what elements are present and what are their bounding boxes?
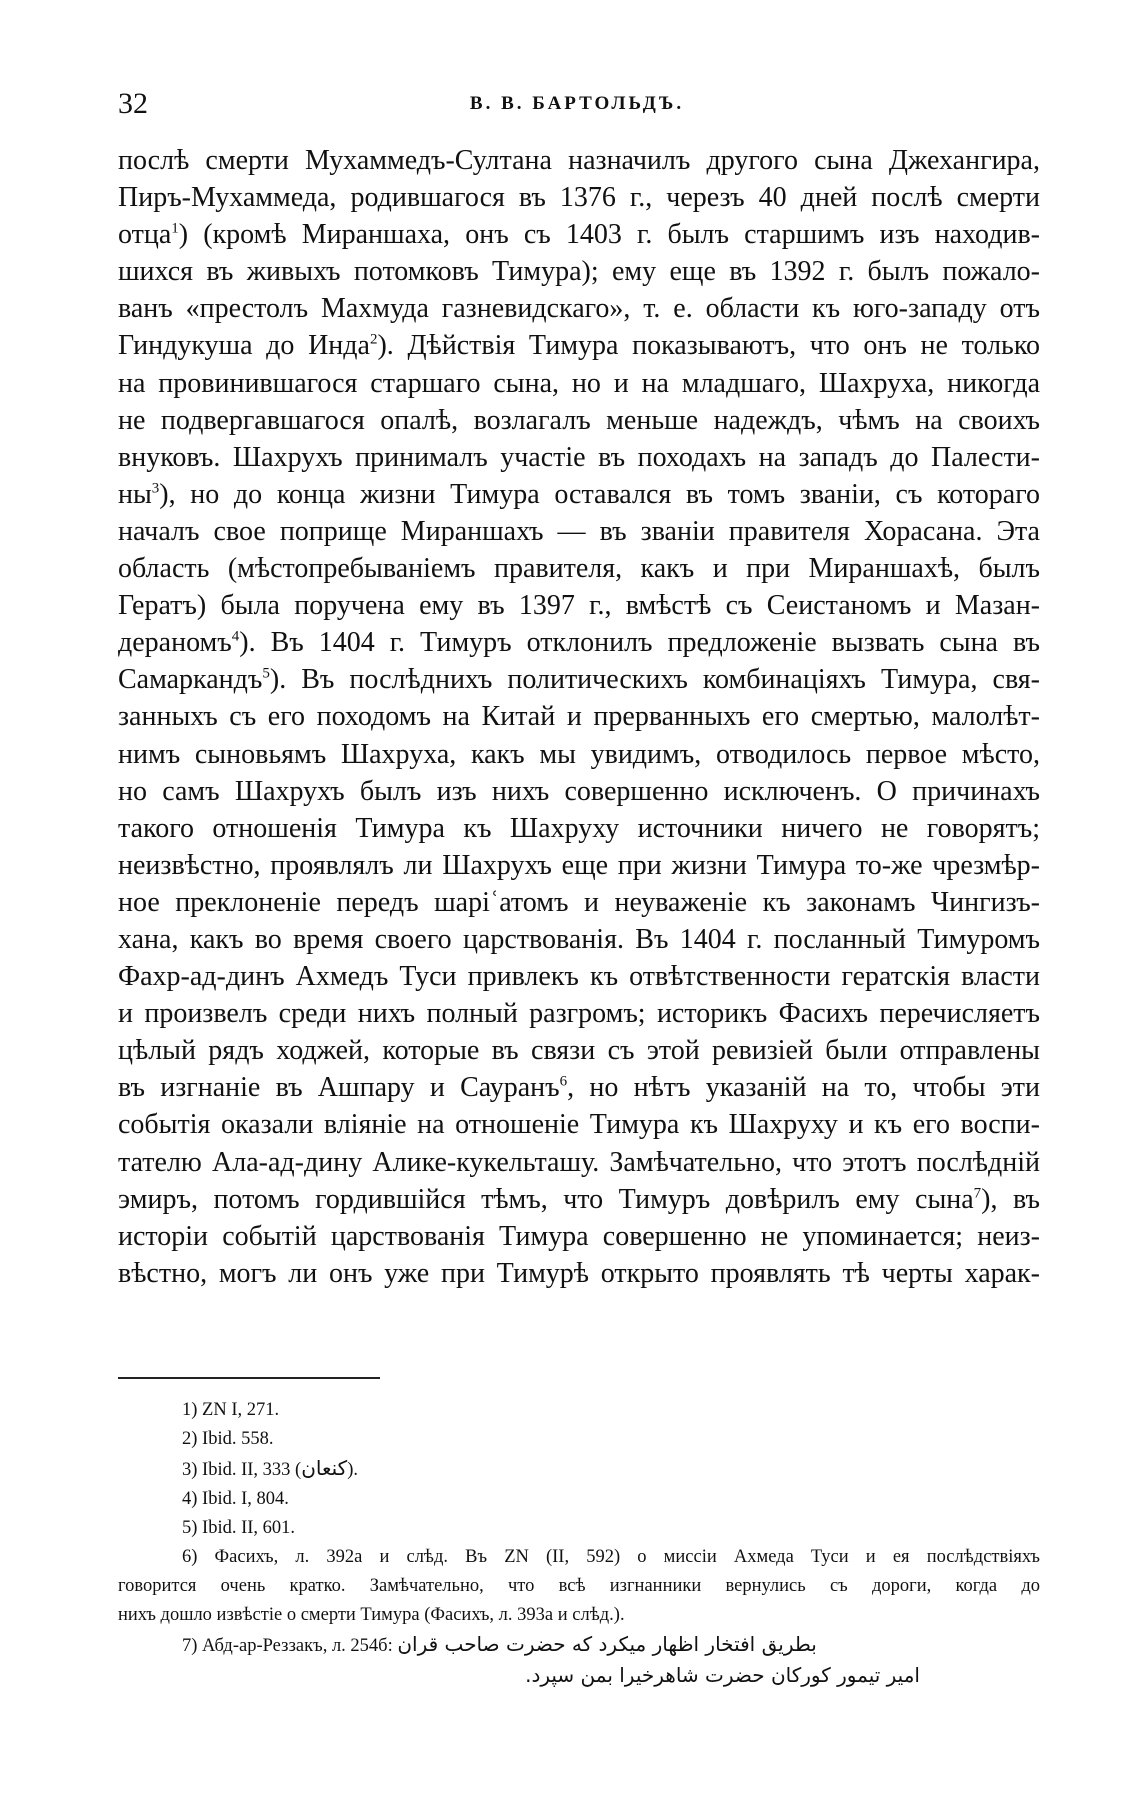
footnote-4: 4) Ibid. I, 804. bbox=[182, 1489, 289, 1509]
text-line: исторіи событій царствованія Тимура совершенно не упоминается; неиз- bbox=[118, 1220, 1040, 1252]
footnote-2: 2) Ibid. 558. bbox=[182, 1429, 274, 1449]
running-title: В. В. БАРТОЛЬДЪ. bbox=[469, 93, 685, 114]
footnote-divider bbox=[118, 1377, 380, 1379]
text-line: Пиръ-Мухаммеда, родившагося въ 1376 г., черезъ 40 дней послѣ смерти bbox=[118, 182, 1040, 214]
footnote-ref: 7 bbox=[973, 1185, 982, 1202]
text-line: отца$^1$) (кромѣ Мираншаха, онъ съ 1403 г. былъ старшимъ изъ находив- bbox=[118, 219, 1040, 251]
text-line: Гератъ) была поручена ему въ 1397 г., вмѣстѣ съ Сеистаномъ и Мазан- bbox=[118, 590, 1040, 622]
main-text bbox=[118, 142, 1040, 1292]
footnote-ref: 4 bbox=[231, 628, 240, 645]
footnote-7-cont bbox=[118, 1661, 1040, 1692]
arabic-text: امير تيمور كوركان حضرت شاهرخيرا بمن سپرد. bbox=[525, 1663, 920, 1687]
text-line: Гиндукуша до Инда$^2$). Дѣйствія Тимура показываютъ, что онъ не только bbox=[118, 330, 1040, 362]
footnotes bbox=[118, 1396, 1040, 1692]
text-line: въ изгнаніе въ Ашпару и Сауранъ$^6$, но нѣтъ указаній на то, чтобы эти bbox=[118, 1072, 1040, 1104]
footnote-6-cont: говорится очень кратко. Замѣчательно, что всѣ изгнанники вернулись съ дороги, когда до bbox=[118, 1576, 1040, 1596]
footnote-7: 7) Абд-ар-Реззакъ, л. 254б: بطريق افتخار اظهار ميكرد كه حضرت صاحب قران bbox=[182, 1632, 817, 1656]
footnote-ref: 6 bbox=[559, 1074, 568, 1091]
text-line: но самъ Шахрухъ былъ изъ нихъ совершенно исключенъ. О причинахъ bbox=[118, 775, 1040, 807]
text-line: тателю Ала-ад-дину Алике-кукельташу. Замѣчательно, что этотъ послѣдній bbox=[118, 1146, 1040, 1178]
text-line: не подвергавшагося опалѣ, возлагалъ меньше надеждъ, чѣмъ на своихъ bbox=[118, 404, 1040, 436]
running-head bbox=[118, 86, 1036, 126]
text-line: событія оказали вліяніе на отношеніе Тимура къ Шахруху и къ его воспи- bbox=[118, 1109, 1040, 1141]
text-line: занныхъ съ его походомъ на Китай и прерванныхъ его смертью, малолѣт- bbox=[118, 701, 1040, 733]
footnote-3: 3) Ibid. II, 333 (كنعان). bbox=[182, 1456, 358, 1480]
text-line: цѣлый рядъ ходжей, которые въ связи съ этой ревизіей были отправлены bbox=[118, 1035, 1040, 1067]
footnote-5: 5) Ibid. II, 601. bbox=[182, 1518, 296, 1538]
footnote-1: 1) ZN I, 271. bbox=[182, 1400, 280, 1420]
text-line: на провинившагося старшаго сына, но и на младшаго, Шахруха, никогда bbox=[118, 367, 1040, 399]
text-line: нимъ сыновьямъ Шахруха, какъ мы увидимъ, отводилось первое мѣсто, bbox=[118, 738, 1040, 770]
text-line: шихся въ живыхъ потомковъ Тимура); ему еще въ 1392 г. былъ пожало- bbox=[118, 256, 1040, 288]
text-line: послѣ смерти Мухаммедъ-Султана назначилъ другого сына Джехангира, bbox=[118, 145, 1040, 176]
text-line: Самаркандъ$^5$). Въ послѣднихъ политическихъ комбинаціяхъ Тимура, свя- bbox=[118, 664, 1040, 696]
text-line: $ны^3$), но до конца жизни Тимура оставался въ томъ званіи, съ котораго bbox=[118, 478, 1040, 510]
text-line: ванъ «престолъ Махмуда газневидскаго», т. е. области къ юго-западу отъ bbox=[118, 293, 1040, 325]
text-line: внуковъ. Шахрухъ принималъ участіе въ походахъ на западъ до Палести- bbox=[118, 441, 1040, 473]
footnote-ref: 5 bbox=[262, 665, 270, 682]
text-line: хана, какъ во время своего царствованія. Въ 1404 г. посланный Тимуромъ bbox=[118, 923, 1040, 955]
text-line: Фахр-ад-динъ Ахмедъ Туси привлекъ къ отвѣтственности гератскія власти bbox=[118, 961, 1040, 993]
arabic-text: كنعان bbox=[301, 1456, 348, 1480]
footnote-ref: 1 bbox=[171, 220, 179, 237]
footnote-ref: 3 bbox=[151, 480, 160, 497]
text-line: вѣстно, могъ ли онъ уже при Тимурѣ открыто проявлять тѣ черты харак- bbox=[118, 1257, 1040, 1289]
text-line: и произвелъ среди нихъ полный разгромъ; историкъ Фасихъ перечисляетъ bbox=[118, 998, 1040, 1030]
text-line: такого отношенія Тимура къ Шахруху источники ничего не говорятъ; bbox=[118, 812, 1040, 844]
text-line: дераномъ$^4$). Въ 1404 г. Тимуръ отклонилъ предложеніе вызвать сына въ bbox=[118, 627, 1040, 659]
footnote-6-cont: нихъ дошло извѣстіе о смерти Тимура (Фасихъ, л. 393а и слѣд.). bbox=[118, 1605, 625, 1625]
page-number: 32 bbox=[118, 87, 148, 120]
footnote-6: 6) Фасихъ, л. 392а и слѣд. Въ ZN (II, 592) о миссіи Ахмеда Туси и ея послѣдствіяхъ bbox=[182, 1547, 1040, 1567]
arabic-text: بطريق افتخار اظهار ميكرد كه حضرت صاحب قران bbox=[397, 1632, 817, 1656]
text-line: неизвѣстно, проявлялъ ли Шахрухъ еще при жизни Тимура то-же чрезмѣр- bbox=[118, 849, 1040, 881]
text-line: область (мѣстопребываніемъ правителя, какъ и при Мираншахѣ, былъ bbox=[118, 553, 1040, 585]
text-line: началъ свое поприще Мираншахъ — въ званіи правителя Хорасана. Эта bbox=[118, 515, 1040, 547]
footnote-ref: 2 bbox=[369, 332, 378, 349]
text-line: ное преклоненіе передъ шаріʿатомъ и неуваженіе къ законамъ Чингизъ- bbox=[118, 886, 1040, 918]
text-line: эмиръ, потомъ гордившійся тѣмъ, что Тимуръ довѣрилъ ему сына$^7$), въ bbox=[118, 1183, 1040, 1215]
